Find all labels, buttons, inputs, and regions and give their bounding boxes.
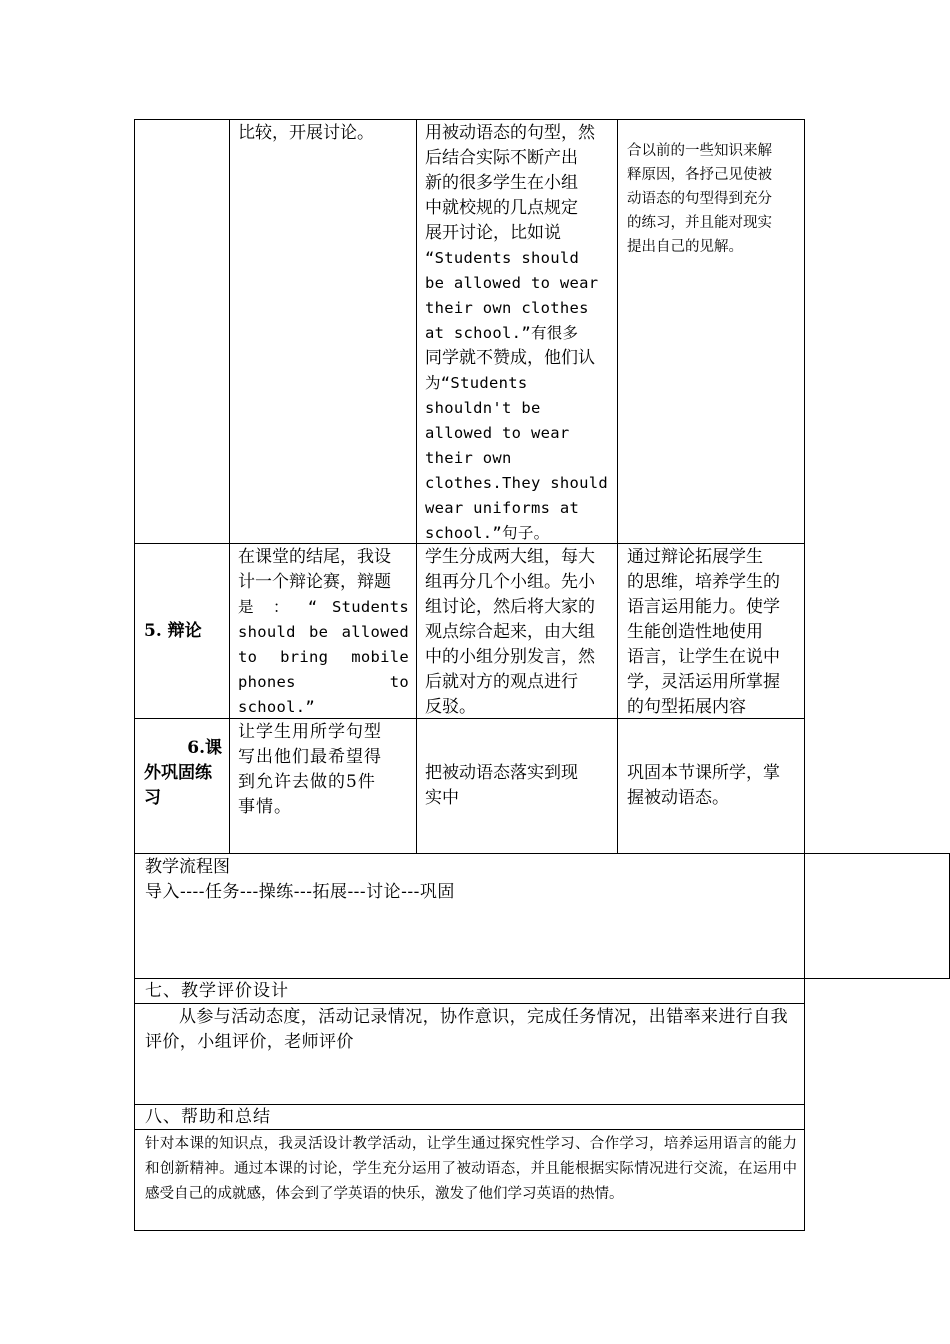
debate-col2-line: school.” [238, 698, 316, 716]
continuation-col3-line: 同学就不赞成，他们认 [425, 348, 595, 368]
debate-col3-line: 中的小组分别发言，然 [425, 647, 595, 667]
debate-col4-line: 语言，让学生在说中 [627, 647, 780, 667]
cell-practice-col2 [238, 720, 410, 820]
debate-col2-line: should be allowed [238, 623, 409, 641]
evaluation-title: 七、教学评价设计 [145, 981, 289, 1001]
practice-col2-line: 事情。 [238, 797, 292, 817]
continuation-col3-line: clothes.They should [425, 474, 609, 492]
summary-title-cell [145, 1105, 795, 1130]
debate-col3-line: 组讨论，然后将大家的 [425, 597, 595, 617]
step-practice-line: 习 [144, 788, 161, 808]
summary-content-cell [145, 1132, 797, 1207]
step-debate-label [144, 619, 224, 644]
continuation-col3-line: 为“Students [425, 374, 528, 392]
continuation-col3-line: 中就校规的几点规定 [425, 198, 578, 218]
practice-col2-line: 到允许去做的5件 [238, 772, 376, 792]
continuation-col3-line: allowed to wear [425, 424, 570, 442]
evaluation-content: 从参与活动态度，活动记录情况，协作意识，完成任务情况，出错率来进行自我评价，小组评价，老师评价 [145, 1007, 788, 1052]
practice-col3-line: 实中 [425, 788, 459, 808]
step-practice-line: 外巩固练 [144, 763, 212, 783]
continuation-col3-line: at school.”有很多 [425, 324, 579, 342]
cell-practice-col3 [425, 761, 613, 811]
continuation-col3-line: 用被动语态的句型，然 [425, 123, 595, 143]
cell-debate-col2 [238, 545, 409, 720]
continuation-col4-line: 释原因，各抒己见使被 [627, 167, 772, 183]
evaluation-content-cell [145, 1005, 797, 1055]
cell-continuation-col4 [627, 139, 799, 259]
debate-col4-line: 学，灵活运用所掌握 [627, 672, 780, 692]
cell-debate-col3 [425, 545, 613, 720]
cell-practice-col4 [627, 761, 799, 811]
continuation-col3-line: shouldn't be [425, 399, 541, 417]
debate-col4-line: 的句型拓展内容 [627, 697, 746, 717]
step-practice-line: 6.课 [187, 738, 222, 758]
debate-col4-line: 生能创造性地使用 [627, 622, 763, 642]
summary-title: 八、帮助和总结 [145, 1107, 271, 1127]
continuation-col4-line: 的练习，并且能对现实 [627, 215, 772, 231]
flowchart-title: 教学流程图 [145, 857, 230, 877]
debate-col2-line: 是 ： “ Students [238, 598, 409, 616]
debate-col3-line: 反驳。 [425, 697, 476, 717]
evaluation-title-cell [145, 979, 795, 1004]
step-debate-text: 5. 辩论 [144, 621, 202, 641]
debate-col2-line: to bring mobile [238, 648, 409, 666]
debate-col2-line: phones to [238, 673, 409, 691]
continuation-col3-line: 后结合实际不断产出 [425, 148, 578, 168]
continuation-col3-line: school.”句子。 [425, 524, 550, 542]
step-practice-label [144, 736, 224, 811]
debate-col2-line: 计一个辩论赛，辩题 [238, 572, 391, 592]
continuation-col3-line: “Students should [425, 249, 580, 267]
debate-col3-line: 后就对方的观点进行 [425, 672, 578, 692]
debate-col3-line: 观点综合起来，由大组 [425, 622, 595, 642]
practice-col3-line: 把被动语态落实到现 [425, 763, 578, 783]
debate-col4-line: 语言运用能力。使学 [627, 597, 780, 617]
practice-col4-line: 握被动语态。 [627, 788, 729, 808]
continuation-col3-line: wear uniforms at [425, 499, 580, 517]
flowchart-section [145, 855, 795, 905]
cell-debate-col4 [627, 545, 799, 720]
cell-continuation-col2 [238, 121, 410, 146]
continuation-col4-line: 合以前的一些知识来解 [627, 143, 772, 159]
debate-col3-line: 组再分几个小组。先小 [425, 572, 595, 592]
cell-continuation-col3 [425, 121, 613, 546]
continuation-col3-line: their own clothes [425, 299, 589, 317]
practice-col4-line: 巩固本节课所学，掌 [627, 763, 780, 783]
continuation-col4-line: 动语态的句型得到充分 [627, 191, 772, 207]
summary-content: 针对本课的知识点，我灵活设计教学活动，让学生通过探究性学习、合作学习，培养运用语言的能力和创新精神。通过本课的讨论，学生充分运用了被动语态，并且能根据实际情况进行交流，在运用中感受自己的成就感，体会到了学英语的快乐，激发了他们学习英语的热情。 [145, 1136, 797, 1202]
continuation-col3-line: be allowed to wear [425, 274, 599, 292]
practice-col2-line: 让学生用所学句型 [238, 722, 382, 742]
practice-col2-line: 写出他们最希望得 [238, 747, 382, 767]
debate-col4-line: 通过辩论拓展学生 [627, 547, 763, 567]
continuation-col3-line: their own [425, 449, 512, 467]
continuation-col3-line: 展开讨论，比如说 [425, 223, 561, 243]
continuation-col4-line: 提出自己的见解。 [627, 239, 743, 255]
debate-col4-line: 的思维，培养学生的 [627, 572, 780, 592]
debate-col2-line: 在课堂的结尾，我设 [238, 547, 391, 567]
flowchart-content: 导入----任务---操练---拓展---讨论---巩固 [145, 882, 455, 902]
continuation-col3-line: 新的很多学生在小组 [425, 173, 578, 193]
continuation-col2-text: 比较，开展讨论。 [238, 123, 374, 143]
debate-col3-line: 学生分成两大组，每大 [425, 547, 595, 567]
